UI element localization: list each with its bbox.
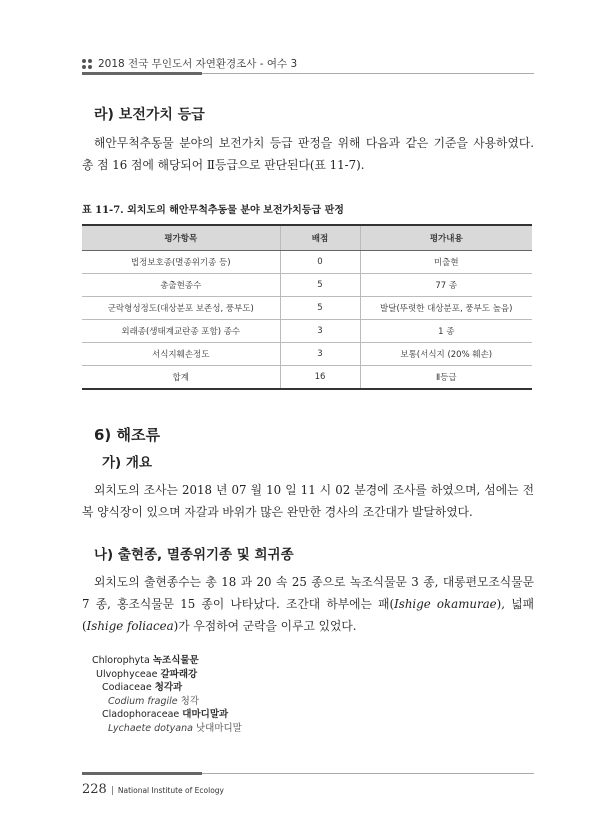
table-row: [82, 320, 532, 343]
page-footer: [82, 782, 224, 797]
taxa-family: [92, 681, 242, 695]
section-6-title: 6) 해조류: [94, 426, 160, 444]
table-caption: 표 11-7. 외치도의 해안무척추동물 분야 보전가치등급 판정: [82, 205, 344, 216]
section-ra-title: 라) 보전가치 등급: [94, 107, 205, 123]
table-row: [82, 343, 532, 366]
table-cell: 서식지훼손정도: [82, 343, 280, 366]
taxa-korean: 대마디말과: [182, 709, 229, 720]
table-cell: 군락형성정도(대상분포 보존성, 풍부도): [82, 297, 280, 320]
section-ga-text: 외치도의 조사는 2018 년 07 월 10 일 11 시 02 분경에 조사를 하였으며, 섬에는 전복 양식장이 있으며 자갈과 바위가 많은 완만한 경사의 조간대가 발달하였다.: [82, 483, 534, 519]
taxa-latin: Codium fragile: [108, 695, 178, 707]
footer-rule-accent: [82, 772, 202, 775]
header-rule-accent: [82, 72, 202, 75]
table-cell: 1 종: [360, 320, 532, 343]
footer-institute: National Institute of Ecology: [117, 786, 224, 795]
table-cell: 법정보호종(멸종위기종 등): [82, 251, 280, 274]
taxa-latin: Codiaceae: [102, 682, 152, 693]
table-header-cell: 배점: [280, 225, 360, 251]
taxa-latin: Ulvophyceae: [96, 668, 158, 680]
taxa-species: [92, 695, 242, 709]
section-ga-title: 가) 개요: [102, 455, 152, 471]
table-cell: 합계: [82, 366, 280, 390]
table-cell: 미출현: [360, 251, 532, 274]
scientific-name: Ishige okamurae: [394, 597, 497, 611]
table-cell: 5: [280, 274, 360, 297]
taxa-korean: 청각과: [154, 682, 183, 693]
table-header-row: [82, 225, 532, 251]
taxa-latin: Cladophoraceae: [102, 709, 180, 720]
taxa-korean: 녹조식물문: [152, 655, 199, 666]
taxa-latin: Chlorophyta: [92, 655, 150, 666]
section-na-text-c: )가 우점하여 군락을 이루고 있었다.: [173, 619, 357, 633]
table-cell: Ⅱ등급: [360, 366, 532, 390]
table-cell: 보통(서식지 (20% 훼손): [360, 343, 532, 366]
table-cell: 총출현종수: [82, 274, 280, 297]
table-cell: 5: [280, 297, 360, 320]
taxa-korean: 낫대마디말: [195, 722, 242, 734]
section-na-text-a: 외치도의 출현종수는 총 18 과 20 속 25 종으로 녹조식물문 3 종, 대롱편모조식물문 7 종, 홍조식물문 15 종이 나타났다. 조간대 하부에는 패(: [82, 575, 534, 611]
table-row: [82, 274, 532, 297]
page-number: 228: [82, 782, 107, 797]
table-header-cell: 평가내용: [360, 225, 532, 251]
taxa-phylum: [92, 654, 242, 668]
table-cell: 외래종(생태계교란종 포함) 종수: [82, 320, 280, 343]
table-row: [82, 251, 532, 274]
table-cell: 77 종: [360, 274, 532, 297]
taxa-class: [92, 668, 242, 682]
section-na-text-b: ), 넓패(: [82, 597, 534, 633]
section-ga-paragraph: [82, 479, 534, 523]
section-ra-text: 해안무척추동물 분야의 보전가치 등급 판정을 위해 다음과 같은 기준을 사용하였다. 총 점 16 점에 해당되어 Ⅱ등급으로 판단된다(표 11-7).: [82, 136, 534, 172]
taxa-list: [92, 654, 242, 735]
section-na-paragraph: [82, 571, 534, 637]
scientific-name: Ishige foliacea: [86, 619, 174, 633]
table-cell: 발달(뚜렷한 대상분포, 풍부도 높음): [360, 297, 532, 320]
grade-table: [82, 224, 532, 390]
table-cell: 0: [280, 251, 360, 274]
header-dots-icon: [82, 59, 92, 69]
section-na-title: 나) 출현종, 멸종위기종 및 희귀종: [94, 547, 294, 563]
header-title: 2018 전국 무인도서 자연환경조사 - 여수 3: [98, 58, 298, 70]
table-cell: 3: [280, 320, 360, 343]
table-total-row: [82, 366, 532, 390]
taxa-latin: Lychaete dotyana: [108, 722, 193, 734]
table-header-cell: 평가항목: [82, 225, 280, 251]
running-header: [82, 56, 297, 71]
footer-separator: |: [110, 786, 114, 796]
taxa-korean: 청각: [180, 695, 200, 707]
table-row: [82, 297, 532, 320]
table-cell: 16: [280, 366, 360, 390]
section-ra-paragraph: [82, 132, 534, 176]
taxa-korean: 갈파래강: [160, 668, 198, 680]
table-cell: 3: [280, 343, 360, 366]
taxa-family: [92, 708, 242, 722]
taxa-species: [92, 722, 242, 736]
